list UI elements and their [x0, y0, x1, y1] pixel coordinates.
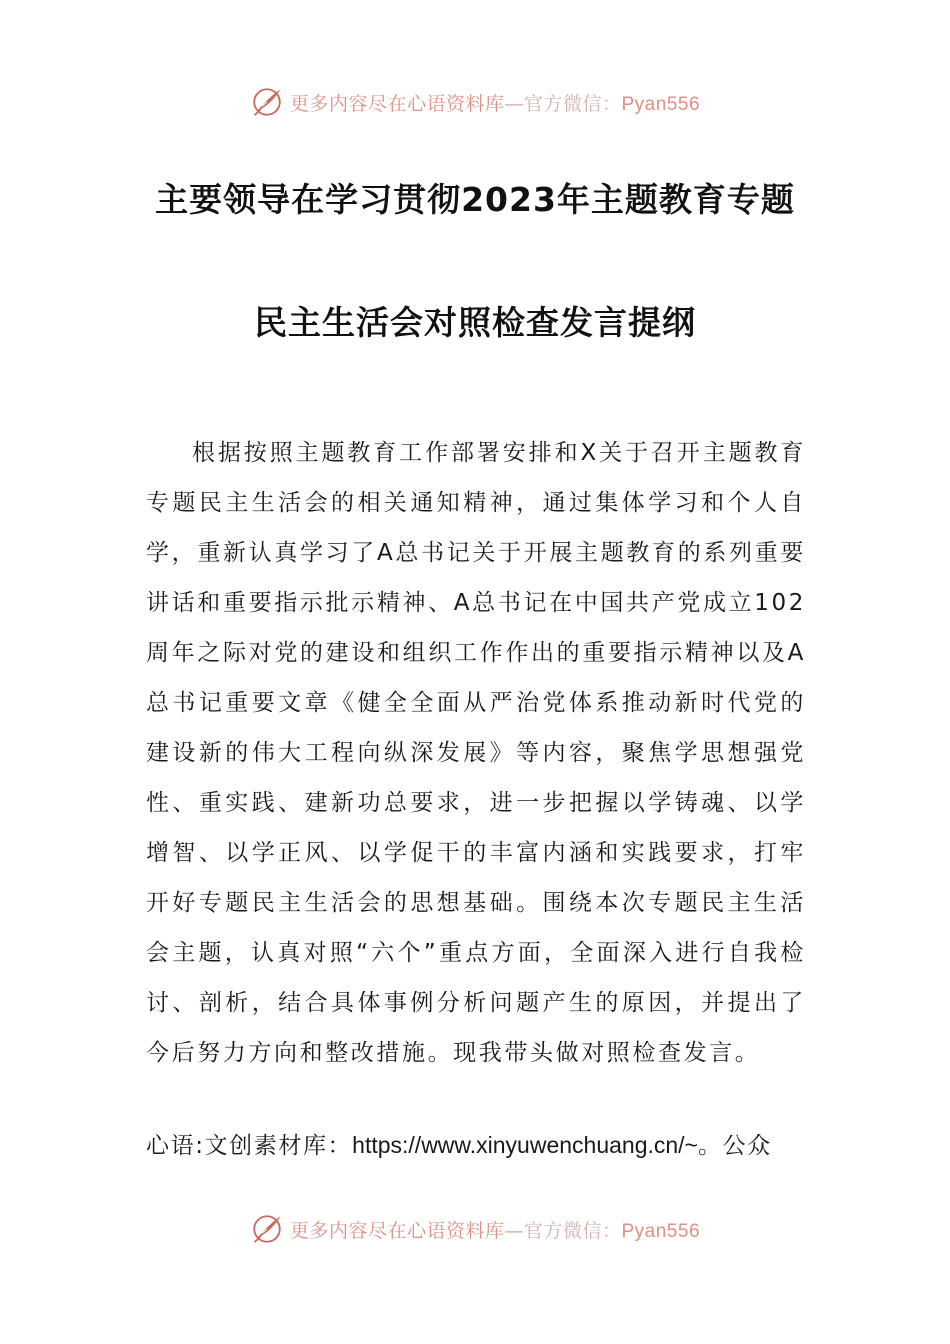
source-label: 心语:文创素材库： — [146, 1133, 353, 1159]
banner-text — [290, 1216, 700, 1243]
banner-dash: — — [504, 92, 524, 115]
header-banner — [0, 82, 950, 122]
document-title-line-1: 主要领导在学习贯彻2023年主题教育专题 — [155, 180, 795, 219]
banner-main-text: 更多内容尽在心语资料库 — [289, 92, 505, 115]
source-url-link[interactable]: https://www.xinyuwenchuang.cn/~ — [352, 1132, 698, 1158]
banner-main-text: 更多内容尽在心语资料库 — [289, 1219, 505, 1242]
banner-text — [290, 89, 700, 116]
banner-wechat-id: Pyan556 — [621, 1220, 701, 1242]
source-line — [146, 1120, 808, 1171]
quill-pen-logo-icon — [250, 85, 284, 119]
document-title-line-2: 民主生活会对照检查发言提纲 — [254, 303, 696, 342]
quill-pen-logo-icon — [250, 1212, 284, 1246]
banner-wechat-label: 官方微信： — [523, 92, 622, 115]
footer-banner — [0, 1209, 950, 1249]
banner-dash: — — [504, 1219, 524, 1242]
body-paragraph: 根据按照主题教育工作部署安排和X关于召开主题教育专题民主生活会的相关通知精神，通过集体学习和个人自学，重新认真学习了A总书记关于开展主题教育的系列重要讲话和重要指示批示精神、A总书记在中国共产党成立102周年之际对党的建设和组织工作作出的重要指示精神以及A总书记重要文章《健全全面从严治党体系推动新时代党的建设新的伟大工程向纵深发展》等内容，聚焦学思想强党性、重实践、建新功总要求，进一步把握以学铸魂、以学增智、以学正风、以学促干的丰富内涵和实践要求，打牢开好专题民主生活会的思想基础。围绕本次专题民主生活会主题，认真对照“六个”重点方面，全面深入进行自我检讨、剖析，结合具体事例分析问题产生的原因，并提出了今后努力方向和整改措施。现我带头做对照检查发言。 — [146, 440, 806, 1066]
source-suffix: 。公众 — [698, 1133, 772, 1159]
banner-wechat-id: Pyan556 — [621, 93, 701, 115]
banner-wechat-label: 官方微信： — [523, 1219, 622, 1242]
